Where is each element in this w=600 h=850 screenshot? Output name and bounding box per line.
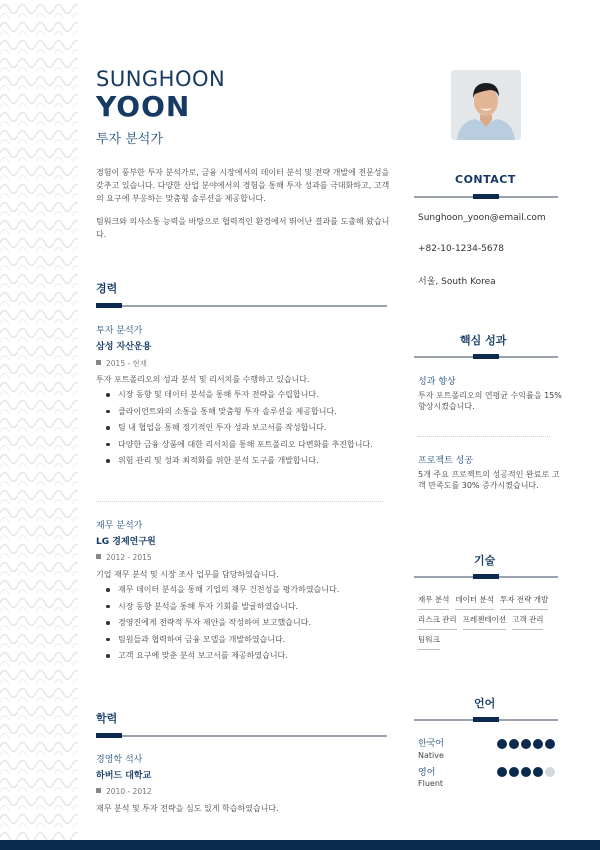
list-item: 시장 동향 및 데이터 분석을 통해 투자 전략을 수립합니다. [118, 389, 380, 400]
education-school: 하버드 대학교 [96, 771, 152, 781]
list-item: 고객 요구에 맞춘 분석 보고서를 제공하였습니다. [118, 650, 380, 661]
section-accent [473, 354, 499, 359]
rating-dot [521, 767, 531, 777]
skill-tag: 데이터 분석 [455, 594, 494, 610]
decorative-pattern [0, 0, 78, 850]
profile-summary [96, 166, 396, 241]
skill-tag: 고객 관리 [512, 614, 543, 630]
job-bullets [118, 584, 380, 667]
summary-paragraph: 경험이 풍부한 투자 분석가로, 금융 시장에서의 데이터 분석 및 전략 개발에 전문성을 갖추고 있습니다. 다양한 산업 분야에서의 경험을 통해 투자 성과를 극대화하고, 고객의 요구에 부응하는 맞춤형 솔루션을 제공합니다. [96, 168, 390, 203]
list-item: 팀원들과 협력하여 금융 모델을 개발하였습니다. [118, 634, 380, 645]
list-item: 다양한 금융 상품에 대한 리서치를 통해 포트폴리오 다변화를 추진합니다. [118, 439, 380, 450]
job-company: LG 경제연구원 [96, 537, 156, 547]
contact-phone[interactable]: +82-10-1234-5678 [418, 244, 504, 254]
achievement-separator [418, 436, 550, 437]
achievements-heading: 핵심 성과 [460, 334, 507, 347]
skills-heading: 기술 [474, 554, 496, 567]
last-name: YOON [96, 90, 191, 123]
section-accent [96, 303, 122, 308]
education-description: 재무 분석 및 투자 전략을 심도 있게 학습하였습니다. [96, 804, 279, 813]
summary-paragraph: 팀워크와 의사소통 능력을 바탕으로 협력적인 환경에서 뛰어난 결과를 도출해 왔습니다. [96, 217, 390, 239]
list-item: 팀 내 협업을 통해 정기적인 투자 성과 보고서를 작성합니다. [118, 422, 380, 433]
rating-dot [509, 767, 519, 777]
list-item: 위험 관리 및 성과 최적화를 위한 분석 도구를 개발합니다. [118, 455, 380, 466]
first-name: SUNGHOON [96, 67, 226, 91]
list-item: 시장 동향 분석을 통해 투자 기회를 발굴하였습니다. [118, 601, 380, 612]
rating-dot [521, 739, 531, 749]
job-separator [96, 501, 383, 502]
job-title: 투자 분석가 [96, 132, 163, 147]
achievement-description: 5개 주요 프로젝트의 성공적인 완료로 고객 만족도를 30% 증가시켰습니다. [418, 470, 560, 490]
section-divider [96, 305, 387, 307]
rating-dot [545, 767, 555, 777]
profile-photo [451, 70, 521, 140]
section-accent [473, 574, 499, 579]
list-item: 경영진에게 전략적 투자 제안을 작성하여 보고했습니다. [118, 617, 380, 628]
job-description: 기업 재무 분석 및 시장 조사 업무를 담당하였습니다. [96, 570, 279, 579]
section-divider [96, 735, 387, 737]
footer-bar [0, 840, 600, 850]
job-description: 투자 포트폴리오의 성과 분석 및 리서치를 수행하고 있습니다. [96, 375, 310, 384]
skill-tag: 투자 전략 개발 [500, 594, 548, 610]
education-heading: 학력 [96, 712, 118, 725]
list-item: 클라이언트와의 소통을 통해 맞춤형 투자 솔루션을 제공합니다. [118, 406, 380, 417]
language-level: Native [418, 751, 444, 760]
language-rating [497, 767, 555, 777]
section-accent [96, 733, 122, 738]
education-degree: 경영학 석사 [96, 755, 143, 765]
rating-dot [533, 767, 543, 777]
language-name: 한국어 [418, 739, 445, 749]
languages-heading: 언어 [474, 697, 496, 710]
skill-tag: 프레젠테이션 [463, 614, 506, 630]
skills-list [418, 594, 568, 650]
rating-dot [533, 739, 543, 749]
rating-dot [509, 739, 519, 749]
rating-dot [497, 739, 507, 749]
language-level: Fluent [418, 779, 444, 788]
experience-heading: 경력 [96, 282, 118, 295]
section-accent [473, 717, 499, 722]
skill-tag: 재무 분석 [418, 594, 449, 610]
job-company: 삼성 자산운용 [96, 342, 152, 352]
job-bullets [118, 389, 380, 472]
language-rating [497, 739, 555, 749]
rating-dot [497, 767, 507, 777]
job-period: 2012 - 2015 [96, 553, 152, 562]
contact-heading: CONTACT [455, 173, 516, 186]
achievement-title: 성과 향상 [418, 377, 456, 387]
job-role: 투자 분석가 [96, 326, 143, 336]
skill-tag: 팀워크 [418, 634, 440, 650]
skill-tag: 리스크 관리 [418, 614, 457, 630]
achievement-description: 투자 포트폴리오의 연평균 수익률을 15% 향상시켰습니다. [418, 391, 562, 411]
job-period: 2015 - 현재 [96, 358, 147, 369]
achievement-title: 프로젝트 성공 [418, 456, 474, 466]
education-period: 2010 - 2012 [96, 787, 152, 796]
language-name: 영어 [418, 768, 436, 778]
job-role: 재무 분석가 [96, 521, 143, 531]
list-item: 재무 데이터 분석을 통해 기업의 재무 건전성을 평가하였습니다. [118, 584, 380, 595]
section-accent [473, 194, 499, 199]
contact-location: 서울, South Korea [418, 277, 496, 287]
contact-email[interactable]: Sunghoon_yoon@email.com [418, 213, 546, 223]
rating-dot [545, 739, 555, 749]
